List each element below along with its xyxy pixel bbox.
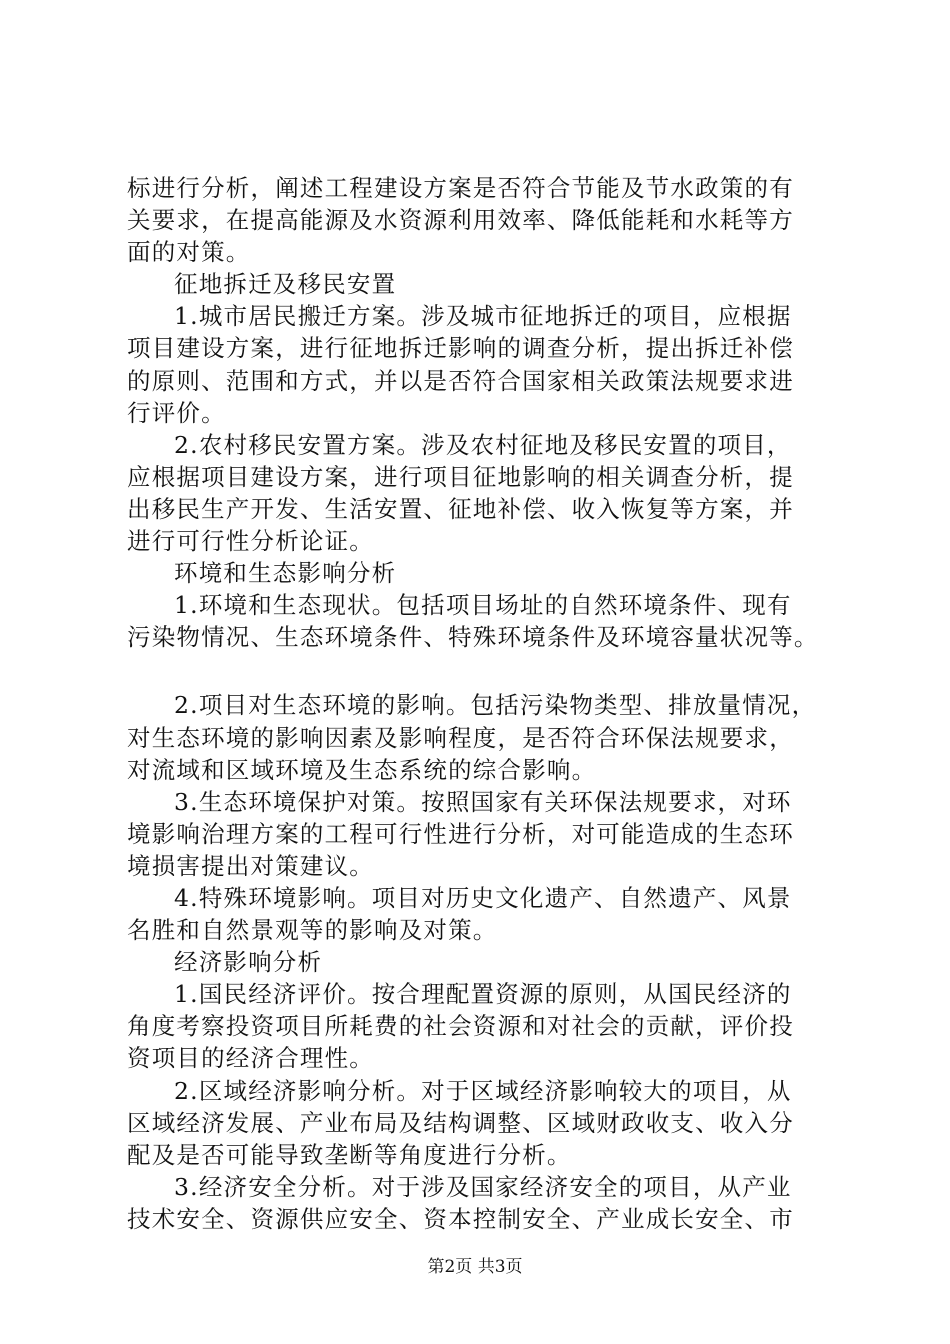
text-line: 4.特殊环境影响。项目对历史文化遗产、自然遗产、风景 xyxy=(174,883,792,912)
text-line: 的原则、范围和方式，并以是否符合国家相关政策法规要求进 xyxy=(127,366,794,395)
text-line: 征地拆迁及移民安置 xyxy=(174,270,397,299)
text-line: 3.经济安全分析。对于涉及国家经济安全的项目，从产业 xyxy=(174,1172,792,1201)
text-line: 1.城市居民搬迁方案。涉及城市征地拆迁的项目，应根据 xyxy=(174,302,792,331)
text-line: 出移民生产开发、生活安置、征地补偿、收入恢复等方案，并 xyxy=(127,494,794,523)
text-line: 3.生态环境保护对策。按照国家有关环保法规要求，对环 xyxy=(174,787,792,816)
text-line: 境影响治理方案的工程可行性进行分析，对可能造成的生态环 xyxy=(127,819,794,848)
document-body xyxy=(127,172,847,1235)
text-line: 境损害提出对策建议。 xyxy=(127,851,374,880)
text-line: 环境和生态影响分析 xyxy=(174,559,397,588)
text-line: 2.农村移民安置方案。涉及农村征地及移民安置的项目， xyxy=(174,430,792,459)
text-line: 标进行分析，阐述工程建设方案是否符合节能及节水政策的有 xyxy=(127,174,794,202)
text-line: 2.区域经济影响分析。对于区域经济影响较大的项目，从 xyxy=(174,1076,792,1105)
text-line: 进行可行性分析论证。 xyxy=(127,527,374,556)
text-line: 面的对策。 xyxy=(127,238,251,267)
text-line: 名胜和自然景观等的影响及对策。 xyxy=(127,916,498,945)
text-line: 项目建设方案，进行征地拆迁影响的调查分析，提出拆迁补偿 xyxy=(127,334,794,363)
text-line: 技术安全、资源供应安全、资本控制安全、产业成长安全、市 xyxy=(127,1204,794,1233)
text-line: 污染物情况、生态环境条件、特殊环境条件及环境容量状况等。 xyxy=(127,623,819,652)
text-line: 对生态环境的影响因素及影响程度，是否符合环保法规要求， xyxy=(127,723,794,752)
text-line: 行评价。 xyxy=(127,398,226,427)
paragraph-gap xyxy=(127,653,847,689)
text-line: 1.环境和生态现状。包括项目场址的自然环境条件、现有 xyxy=(174,591,792,620)
page-footer: 第2页 共3页 xyxy=(427,1257,523,1277)
text-line: 资项目的经济合理性。 xyxy=(127,1044,374,1073)
text-line: 配及是否可能导致垄断等角度进行分析。 xyxy=(127,1140,572,1169)
text-line: 1.国民经济评价。按合理配置资源的原则，从国民经济的 xyxy=(174,980,792,1009)
text-line: 对流域和区域环境及生态系统的综合影响。 xyxy=(127,755,597,784)
text-line: 关要求，在提高能源及水资源利用效率、降低能耗和水耗等方 xyxy=(127,206,794,235)
text-line: 区域经济发展、产业布局及结构调整、区域财政收支、收入分 xyxy=(127,1108,794,1137)
text-line: 经济影响分析 xyxy=(174,948,323,977)
text-line: 2.项目对生态环境的影响。包括污染物类型、排放量情况， xyxy=(174,691,817,720)
text-line: 角度考察投资项目所耗费的社会资源和对社会的贡献，评价投 xyxy=(127,1012,794,1041)
text-line: 应根据项目建设方案，进行项目征地影响的相关调查分析，提 xyxy=(127,462,794,491)
